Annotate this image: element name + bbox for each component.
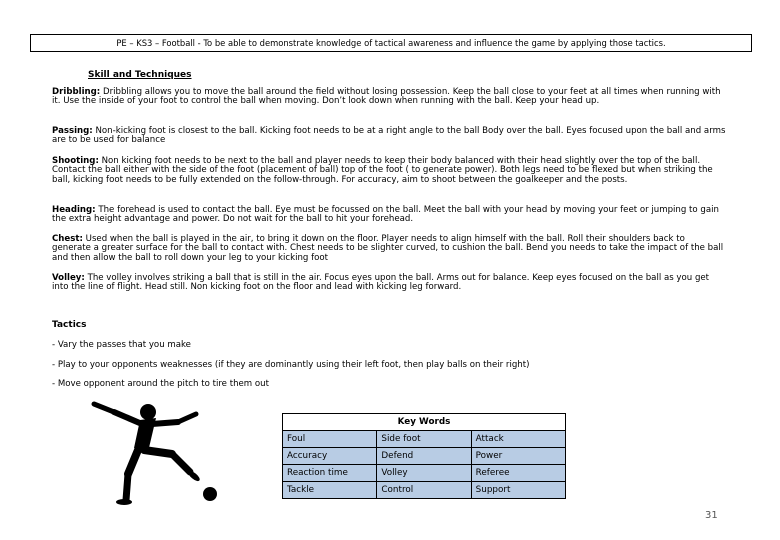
key-words-table <box>282 413 566 499</box>
skill-text: Non kicking foot needs to be next to the ball and player needs to keep their body balanced with their head slightly over the top of the ball. Contact the ball either with the side of the foot (placement of ball) top of the foot ( to generate power). Both legs need to be flexed but when striking the ball, kicking foot needs to be fully extended on the follow-through. For accuracy, aim to shoot between the goalkeeper and the posts. <box>52 156 713 185</box>
table-cell: Foul <box>283 431 377 448</box>
skill-label: Passing: <box>52 126 93 136</box>
skill-shooting <box>52 157 726 185</box>
tactic-item: - Play to your opponents weaknesses (if they are dominantly using their left foot, then play balls on their right) <box>52 360 530 370</box>
skills-title: Skill and Techniques <box>88 70 192 80</box>
table-cell: Side foot <box>377 431 471 448</box>
football-ball <box>203 487 217 501</box>
tactic-item: - Vary the passes that you make <box>52 340 191 350</box>
table-row <box>283 482 566 499</box>
table-cell: Defend <box>377 448 471 465</box>
tactics-title: Tactics <box>52 320 87 330</box>
skill-dribbling <box>52 88 726 107</box>
skill-text: Non-kicking foot is closest to the ball. Kicking foot needs to be at a right angle to the ball Body over the ball. Eyes focused upon the ball and arms are to be used for balance <box>52 126 726 146</box>
table-cell: Referee <box>471 465 565 482</box>
table-cell: Reaction time <box>283 465 377 482</box>
skill-label: Shooting: <box>52 156 99 166</box>
table-cell: Support <box>471 482 565 499</box>
skill-text: The forehead is used to contact the ball. Eye must be focussed on the ball. Meet the ball with your head by moving your feet or jumping to gain the extra height advantage and power. Do not wait for the ball to hit your forehead. <box>52 205 719 225</box>
skill-text: The volley involves striking a ball that is still in the air. Focus eyes upon the ball. Arms out for balance. Keep eyes focused on the ball as you get into the line of flight. Head still. Non kicking foot on the floor and lead with kicking leg forward. <box>52 273 710 293</box>
skill-passing <box>52 127 726 146</box>
skill-heading <box>52 206 726 225</box>
table-cell: Tackle <box>283 482 377 499</box>
table-cell: Power <box>471 448 565 465</box>
skill-volley <box>52 274 726 293</box>
skill-chest <box>52 235 726 263</box>
key-words-title: Key Words <box>283 414 566 431</box>
page-number: 31 <box>705 510 718 521</box>
table-row <box>283 431 566 448</box>
skill-label: Heading: <box>52 205 96 215</box>
table-row <box>283 465 566 482</box>
table-row <box>283 448 566 465</box>
skill-text: Dribbling allows you to move the ball around the field without losing possession. Keep the ball close to your feet at all times when running with it. Use the inside of your foot to control the ball when moving. Don’t look down when running with the ball. Keep your head up. <box>52 87 721 107</box>
tactic-item: - Move opponent around the pitch to tire them out <box>52 379 269 389</box>
header-box <box>30 34 752 52</box>
table-cell: Attack <box>471 431 565 448</box>
table-cell: Volley <box>377 465 471 482</box>
skill-label: Dribbling: <box>52 87 101 97</box>
skill-label: Chest: <box>52 234 83 244</box>
skill-text: Used when the ball is played in the air, to bring it down on the floor. Player needs to align himself with the ball. Roll their shoulders back to generate a greater surface for the ball to contact with. Chest needs to be slighter curved, to cushion the ball. Bend you needs to take the impact of the ball and then allow the ball to roll down your leg to your kicking foot <box>52 234 724 263</box>
table-cell: Accuracy <box>283 448 377 465</box>
header-text: PE – KS3 – Football - To be able to demonstrate knowledge of tactical awareness and influence the game by applying those tactics. <box>116 38 666 48</box>
footballer-silhouette <box>78 396 228 508</box>
skill-label: Volley: <box>52 273 85 283</box>
table-cell: Control <box>377 482 471 499</box>
